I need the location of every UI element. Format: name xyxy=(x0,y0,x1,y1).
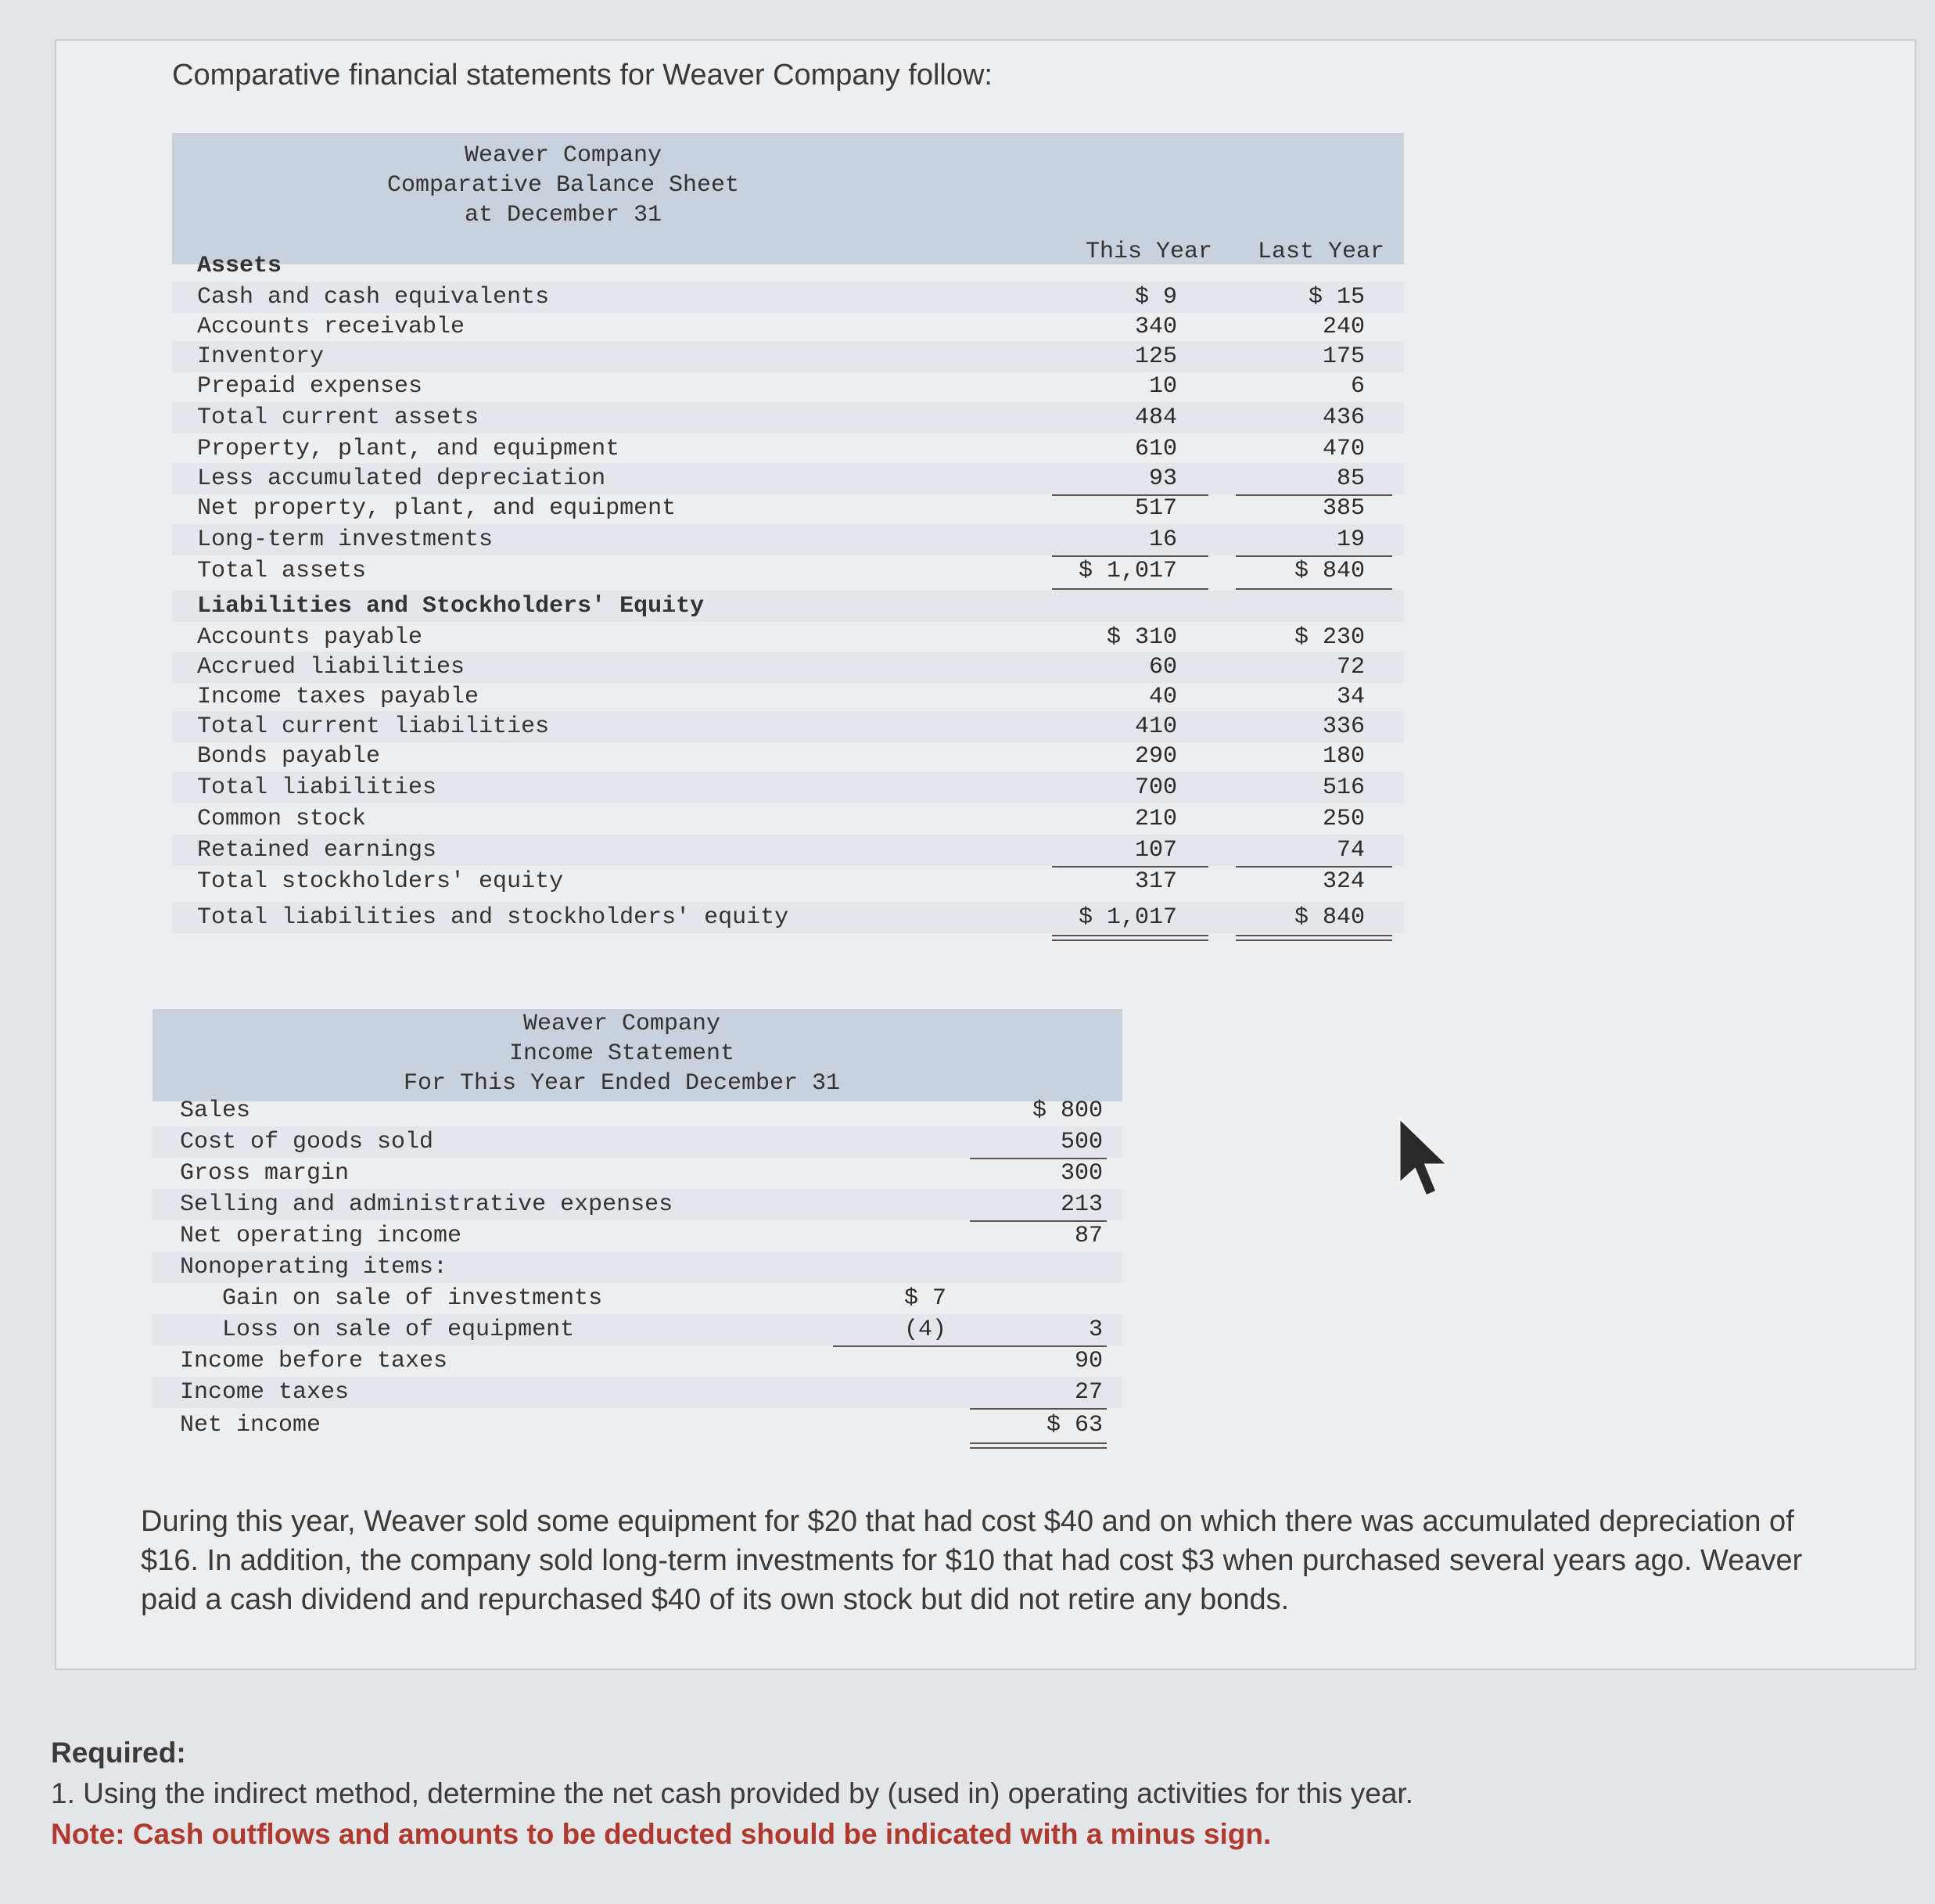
row-label: Income before taxes xyxy=(180,1348,448,1374)
row-label: Gross margin xyxy=(180,1160,350,1187)
value-this-year: 125 xyxy=(1134,343,1177,370)
double-underline xyxy=(1052,939,1208,941)
row-label: Income taxes payable xyxy=(197,684,479,710)
balance-sheet-row xyxy=(172,711,1404,742)
income-statement-row xyxy=(153,1095,1122,1126)
balance-sheet-title-line: Weaver Company xyxy=(464,142,662,169)
row-label: Net income xyxy=(180,1412,321,1439)
income-statement-row xyxy=(153,1314,1122,1345)
balance-sheet-row xyxy=(172,282,1404,313)
income-statement-row xyxy=(153,1252,1122,1283)
income-statement-row xyxy=(153,1158,1122,1189)
required-note: Note: Cash outflows and amounts to be deducted should be indicated with a minus sign. xyxy=(51,1818,1272,1850)
value-amount: 27 xyxy=(1074,1379,1103,1406)
value-last-year: 324 xyxy=(1322,868,1365,895)
row-label: Net operating income xyxy=(180,1223,462,1249)
value-this-year: 60 xyxy=(1148,654,1177,681)
row-label: Selling and administrative expenses xyxy=(180,1191,673,1218)
income-statement-row xyxy=(153,1220,1122,1252)
value-this-year: 410 xyxy=(1134,713,1177,740)
row-label: Gain on sale of investments xyxy=(180,1285,603,1312)
column-header-this-year: This Year xyxy=(1085,239,1212,265)
value-this-year: $ 310 xyxy=(1106,624,1177,651)
income-statement-row xyxy=(153,1283,1122,1314)
value-last-year: 6 xyxy=(1350,373,1365,400)
value-this-year: 484 xyxy=(1134,404,1177,431)
balance-sheet-row xyxy=(172,493,1404,524)
row-label: Cash and cash equivalents xyxy=(197,284,550,311)
required-heading: Required: xyxy=(51,1737,186,1769)
row-label: Income taxes xyxy=(180,1379,350,1406)
value-this-year: 340 xyxy=(1134,314,1177,340)
balance-sheet-row xyxy=(172,524,1404,555)
value-amount: 87 xyxy=(1074,1223,1103,1249)
double-underline xyxy=(1052,588,1208,590)
total-underline xyxy=(970,1158,1107,1159)
value-last-year: 470 xyxy=(1322,436,1365,462)
value-amount: 3 xyxy=(1088,1317,1103,1343)
row-label: Total assets xyxy=(197,558,367,584)
value-this-year: 40 xyxy=(1148,684,1177,710)
income-statement-title-line: Income Statement xyxy=(508,1040,735,1067)
double-underline xyxy=(1236,588,1392,590)
row-label: Cost of goods sold xyxy=(180,1129,434,1155)
value-this-year: 317 xyxy=(1134,868,1177,895)
double-underline xyxy=(970,1447,1107,1449)
value-last-year: 250 xyxy=(1322,806,1365,832)
value-this-year: 16 xyxy=(1148,526,1177,553)
value-last-year: 34 xyxy=(1336,684,1365,710)
balance-sheet-title-line: at December 31 xyxy=(464,202,662,228)
row-label: Prepaid expenses xyxy=(197,373,423,400)
row-label: Sales xyxy=(180,1097,251,1124)
mouse-pointer-icon xyxy=(1396,1115,1459,1201)
value-amount: $ 800 xyxy=(1032,1097,1103,1124)
value-last-year: $ 15 xyxy=(1308,284,1365,311)
row-label: Liabilities and Stockholders' Equity xyxy=(197,593,705,620)
row-label: Total stockholders' equity xyxy=(197,868,564,895)
income-statement-row xyxy=(153,1189,1122,1220)
income-statement-row xyxy=(153,1126,1122,1158)
value-this-year: 700 xyxy=(1134,774,1177,801)
income-statement-row xyxy=(153,1345,1122,1377)
balance-sheet-row xyxy=(172,652,1404,683)
balance-sheet-row xyxy=(172,371,1404,402)
intro-text: Comparative financial statements for Weaver Company follow: xyxy=(172,59,993,92)
balance-sheet-row xyxy=(172,772,1404,803)
row-label: Less accumulated depreciation xyxy=(197,465,606,492)
value-amount: 213 xyxy=(1060,1191,1103,1218)
row-label: Assets xyxy=(197,253,282,279)
value-last-year: 180 xyxy=(1322,743,1365,770)
row-label: Loss on sale of equipment xyxy=(180,1317,575,1343)
balance-sheet-row xyxy=(172,866,1404,897)
value-last-year: $ 840 xyxy=(1294,558,1365,584)
value-this-year: 610 xyxy=(1134,436,1177,462)
value-amount: 300 xyxy=(1060,1160,1103,1187)
double-underline xyxy=(1236,939,1392,941)
row-label: Accrued liabilities xyxy=(197,654,465,681)
value-last-year: 72 xyxy=(1336,654,1365,681)
balance-sheet-row xyxy=(172,902,1404,933)
double-underline xyxy=(1052,935,1208,936)
value-this-year: $ 9 xyxy=(1134,284,1177,311)
value-subtotal: $ 7 xyxy=(903,1285,946,1312)
value-this-year: 290 xyxy=(1134,743,1177,770)
balance-sheet-title-line: Comparative Balance Sheet xyxy=(386,172,740,199)
balance-sheet-row xyxy=(172,681,1404,713)
balance-sheet-row xyxy=(172,555,1404,587)
value-this-year: $ 1,017 xyxy=(1078,904,1177,931)
income-statement-row xyxy=(153,1377,1122,1408)
row-label: Accounts receivable xyxy=(197,314,465,340)
income-statement-title-line: For This Year Ended December 31 xyxy=(403,1070,841,1097)
value-last-year: 19 xyxy=(1336,526,1365,553)
total-underline xyxy=(970,1220,1107,1222)
row-label: Property, plant, and equipment xyxy=(197,436,620,462)
double-underline xyxy=(1236,935,1392,936)
balance-sheet-row xyxy=(172,250,1404,282)
balance-sheet-row xyxy=(172,433,1404,465)
value-this-year: 93 xyxy=(1148,465,1177,492)
value-amount: $ 63 xyxy=(1046,1412,1103,1439)
value-this-year: $ 1,017 xyxy=(1078,558,1177,584)
value-last-year: $ 230 xyxy=(1294,624,1365,651)
row-label: Total liabilities and stockholders' equity xyxy=(197,904,789,931)
balance-sheet-row xyxy=(172,311,1404,343)
required-item: 1. Using the indirect method, determine the net cash provided by (used in) operating activities for this year. xyxy=(51,1777,1413,1809)
value-subtotal: (4) xyxy=(903,1317,946,1343)
required-section xyxy=(51,1733,1850,1855)
balance-sheet-row xyxy=(172,341,1404,372)
double-underline xyxy=(970,1442,1107,1444)
column-header-last-year: Last Year xyxy=(1257,239,1384,265)
row-label: Long-term investments xyxy=(197,526,494,553)
value-last-year: 240 xyxy=(1322,314,1365,340)
problem-paragraph: During this year, Weaver sold some equipment for $20 that had cost $40 and on which there was accumulated depreciation of $16. In addition, the company sold long-term investments for $10 that had cost $3 when purchased several years ago. Weaver paid a cash dividend and repurchased $40 of its own stock but did not retire any bonds. xyxy=(141,1505,1803,1616)
balance-sheet-row xyxy=(172,835,1404,866)
value-this-year: 107 xyxy=(1134,837,1177,864)
value-last-year: 436 xyxy=(1322,404,1365,431)
balance-sheet-title xyxy=(172,141,954,230)
value-last-year: 85 xyxy=(1336,465,1365,492)
row-label: Retained earnings xyxy=(197,837,437,864)
balance-sheet-row xyxy=(172,463,1404,494)
value-this-year: 210 xyxy=(1134,806,1177,832)
balance-sheet-row xyxy=(172,591,1404,622)
income-statement-title-line: Weaver Company xyxy=(522,1011,721,1037)
value-last-year: $ 840 xyxy=(1294,904,1365,931)
total-underline xyxy=(970,1408,1107,1410)
value-last-year: 336 xyxy=(1322,713,1365,740)
income-statement-row xyxy=(153,1410,1122,1441)
row-label: Net property, plant, and equipment xyxy=(197,495,677,522)
row-label: Total current liabilities xyxy=(197,713,550,740)
value-last-year: 175 xyxy=(1322,343,1365,370)
row-label: Total current assets xyxy=(197,404,479,431)
value-amount: 500 xyxy=(1060,1129,1103,1155)
row-label: Total liabilities xyxy=(197,774,437,801)
balance-sheet-row xyxy=(172,803,1404,835)
total-underline xyxy=(833,1345,1107,1347)
income-statement-title xyxy=(325,1009,919,1098)
row-label: Common stock xyxy=(197,806,367,832)
value-last-year: 385 xyxy=(1322,495,1365,522)
value-amount: 90 xyxy=(1074,1348,1103,1374)
value-this-year: 10 xyxy=(1148,373,1177,400)
row-label: Nonoperating items: xyxy=(180,1254,448,1281)
balance-sheet-row xyxy=(172,741,1404,772)
balance-sheet-row xyxy=(172,622,1404,653)
balance-sheet-row xyxy=(172,402,1404,433)
row-label: Bonds payable xyxy=(197,743,381,770)
row-label: Accounts payable xyxy=(197,624,423,651)
value-this-year: 517 xyxy=(1134,495,1177,522)
value-last-year: 516 xyxy=(1322,774,1365,801)
row-label: Inventory xyxy=(197,343,325,370)
value-last-year: 74 xyxy=(1336,837,1365,864)
